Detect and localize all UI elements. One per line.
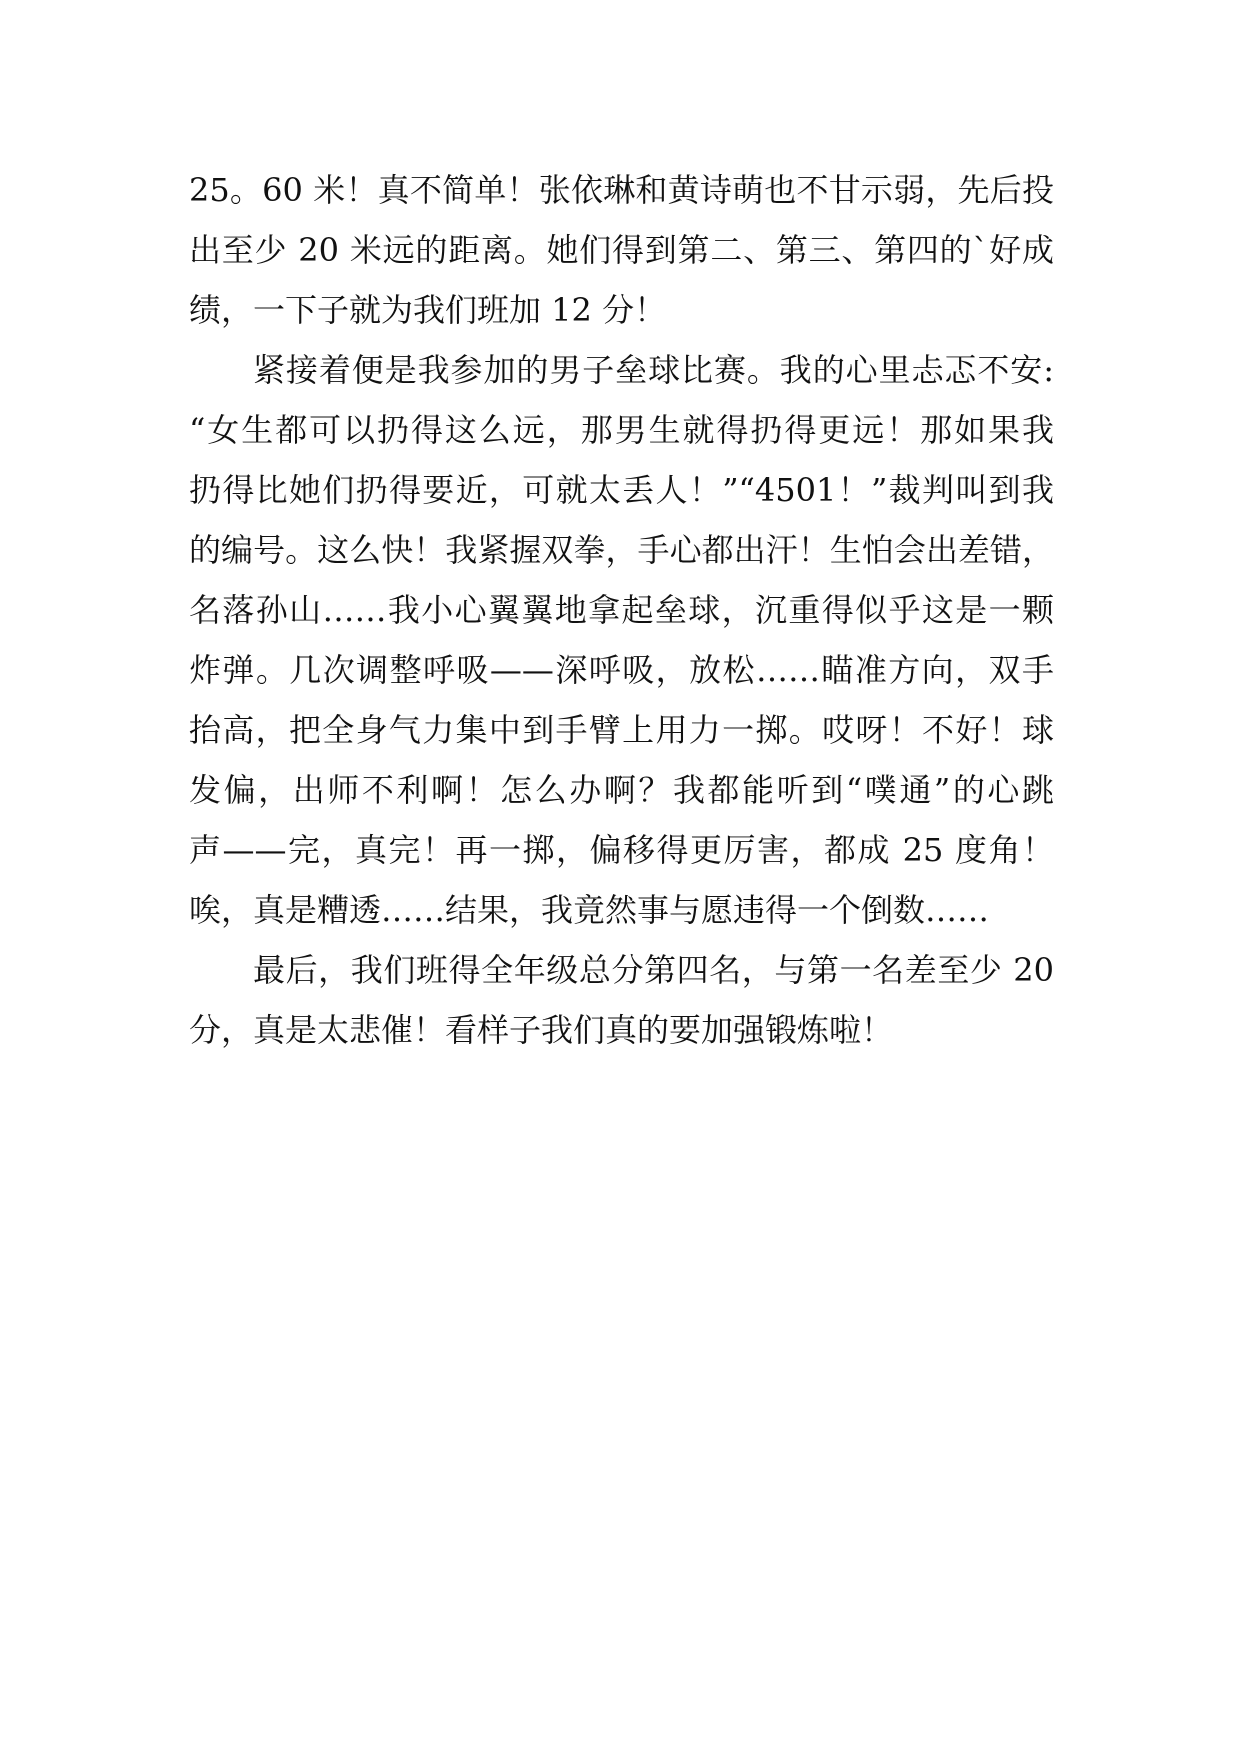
essay-line: 分，真是太悲催！看样子我们真的要加强锻炼啦！: [189, 1011, 894, 1049]
essay-line: 声——完，真完！再一掷，偏移得更厉害，都成 25 度角！: [189, 831, 1054, 869]
essay-line: 唉，真是糟透……结果，我竟然事与愿违得一个倒数……: [189, 891, 990, 929]
essay-line: 名落孙山……我小心翼翼地拿起垒球，沉重得似乎这是一颗: [189, 591, 1054, 629]
essay-line: 的编号。这么快！我紧握双拳，手心都出汗！生怕会出差错，: [189, 531, 1054, 569]
essay-line: 发偏，出师不利啊！怎么办啊？我都能听到“噗通”的心跳: [189, 771, 1054, 809]
essay-line: “女生都可以扔得这么远，那男生就得扔得更远！那如果我: [189, 411, 1054, 449]
essay-line: 扔得比她们扔得要近，可就太丢人！”“4501！”裁判叫到我: [189, 471, 1054, 509]
paragraph-start-line: 紧接着便是我参加的男子垒球比赛。我的心里忐忑不安:: [253, 351, 1054, 389]
essay-line: 炸弹。几次调整呼吸——深呼吸，放松……瞄准方向，双手: [189, 651, 1054, 689]
essay-line: 抬高，把全身气力集中到手臂上用力一掷。哎呀！不好！球: [189, 711, 1054, 749]
essay-line: 25。60 米！真不简单！张依琳和黄诗萌也不甘示弱，先后投: [189, 171, 1054, 209]
paragraph-start-line: 最后，我们班得全年级总分第四名，与第一名差至少 20: [253, 951, 1054, 989]
essay-line: 绩，一下子就为我们班加 12 分！: [189, 291, 667, 329]
essay-body: [189, 160, 1054, 1060]
essay-line: 出至少 20 米远的距离。她们得到第二、第三、第四的`好成: [189, 231, 1054, 269]
